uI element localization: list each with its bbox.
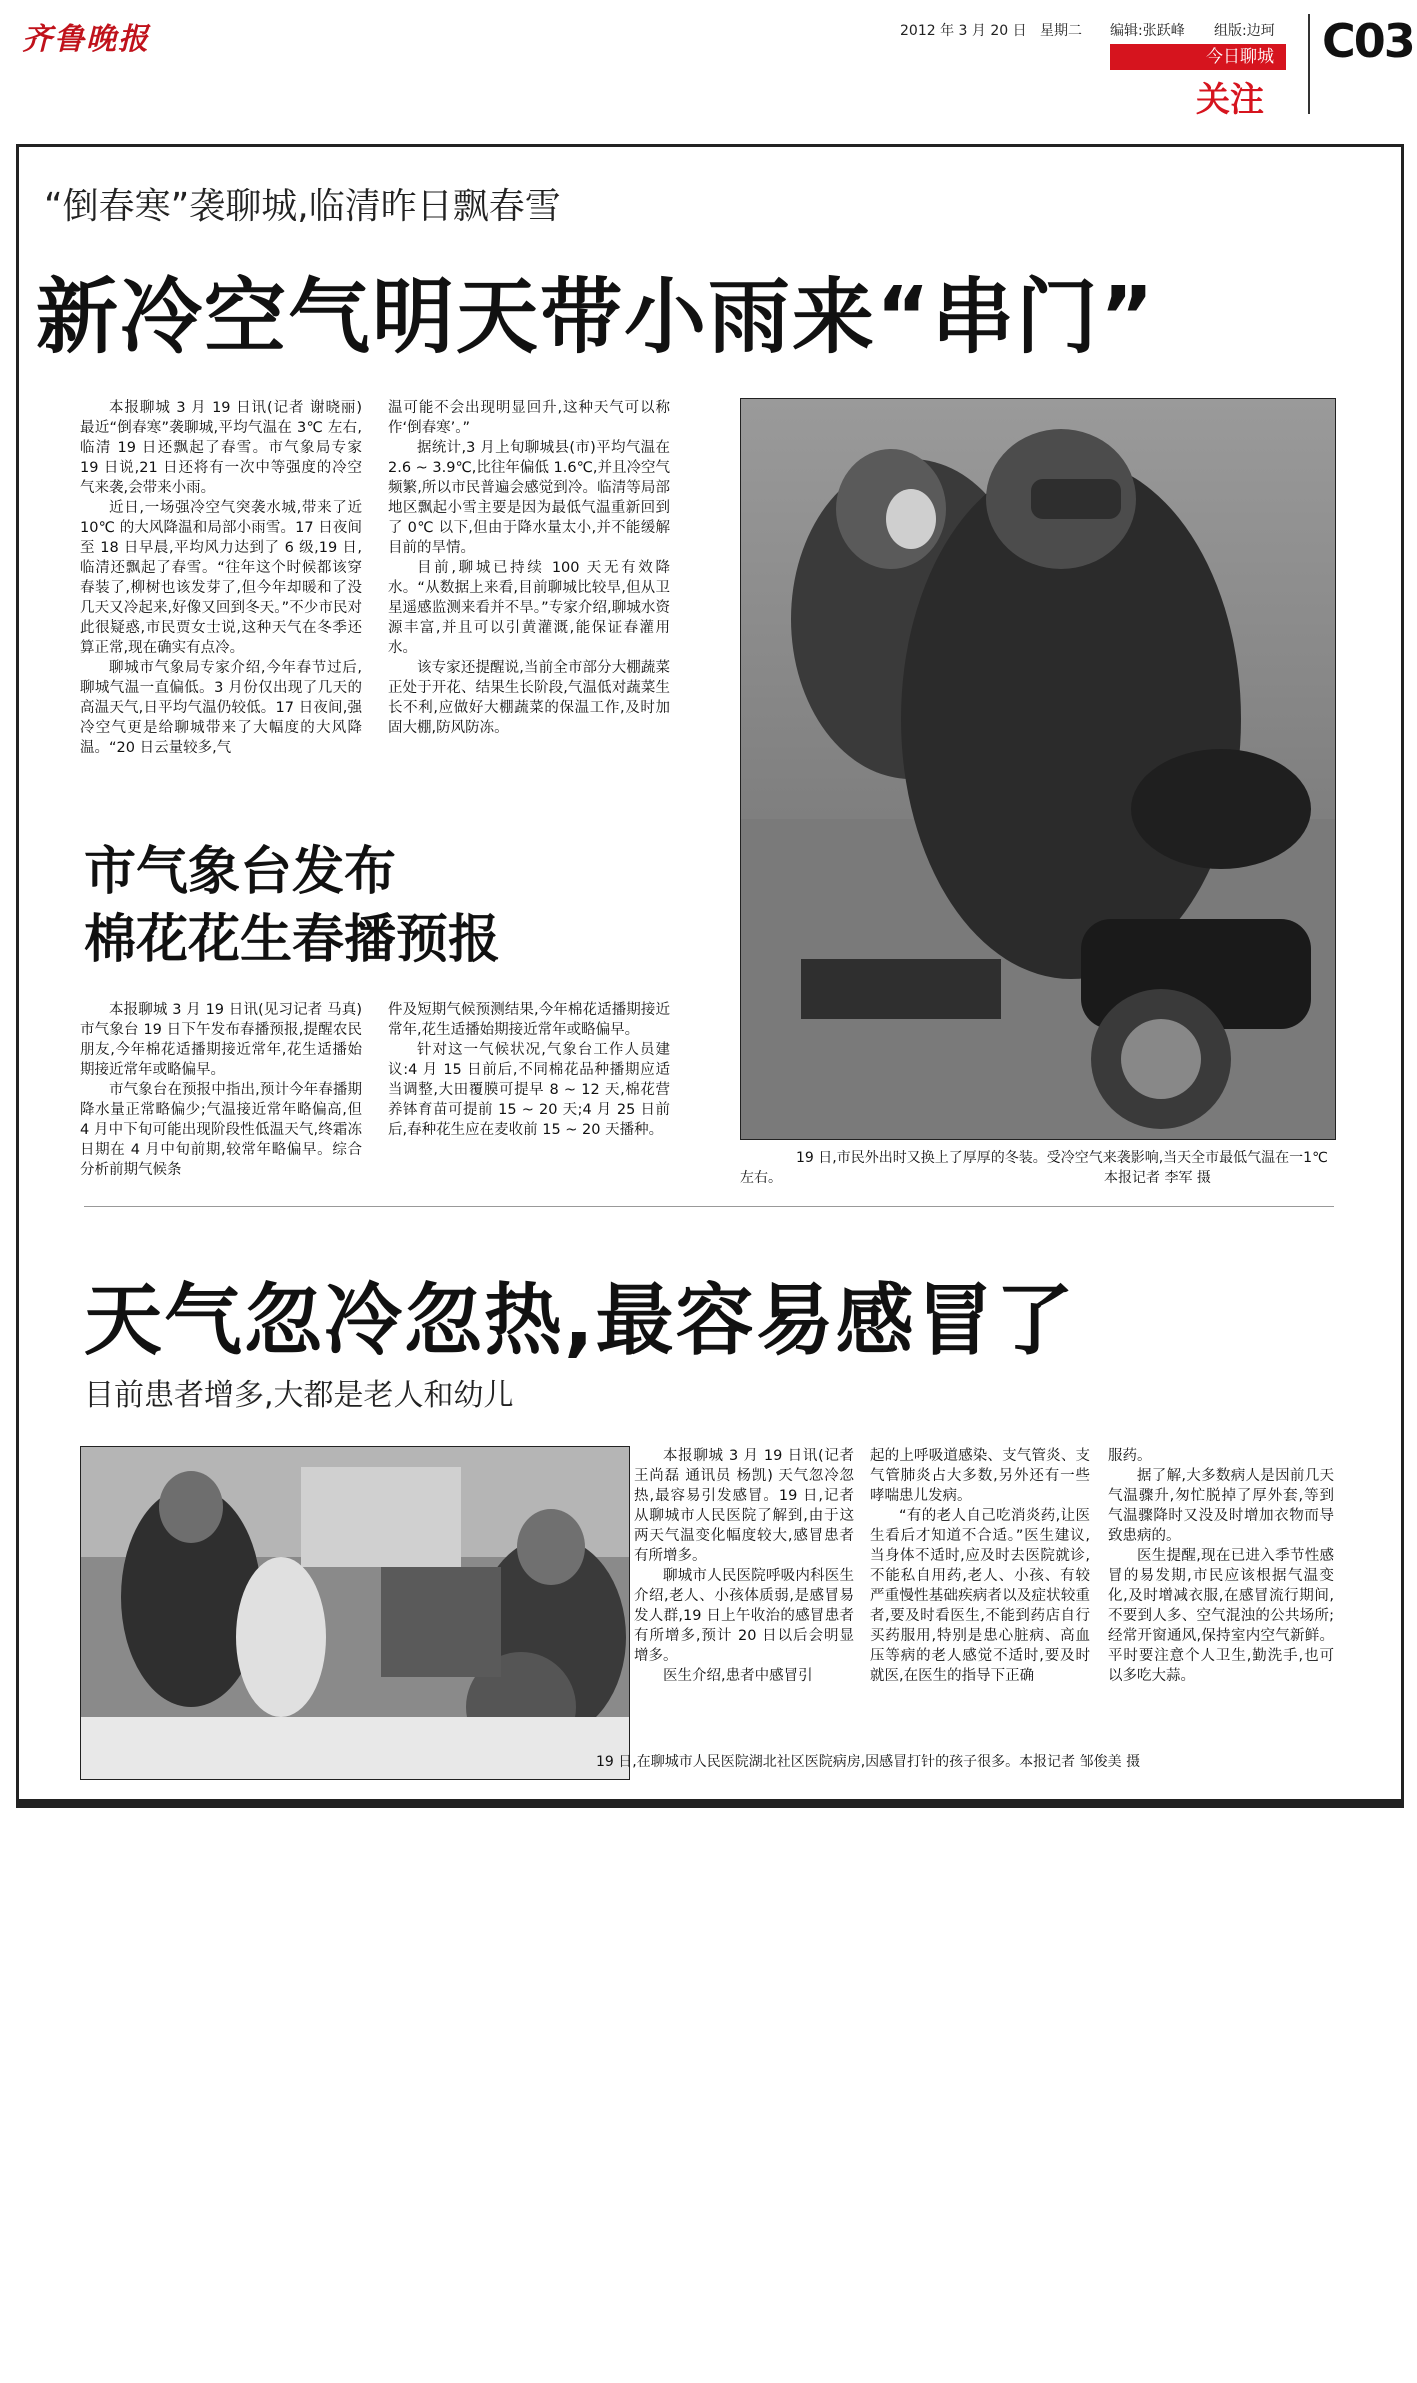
paragraph: 聊城市人民医院呼吸内科医生介绍,老人、小孩体质弱,是感冒易发人群,19 日上午收治的感冒患者有所增多,预计 20 日以后会明显增多。: [634, 1568, 854, 1664]
editor-credit: 编辑:张跃峰: [1110, 23, 1185, 39]
paragraph: “有的老人自己吃消炎药,让医生看后才知道不合适。”医生建议,当身体不适时,应及时去医院就诊,不能私自用药,老人、小孩、有较严重慢性基础疾病者以及症状较重者,要及时看医生,不能到药店自行买药服用,特别是患心脏病、高血压等病的老人感觉不适时,要及时就医,在医生的指导下正确: [870, 1508, 1090, 1684]
layout-credit: 组版:边珂: [1214, 23, 1275, 39]
paragraph: 件及短期气候预测结果,今年棉花适播期接近常年,花生适播始期接近常年或略偏早。: [388, 1002, 670, 1038]
article2-headline-line-1: 市气象台发布: [84, 842, 397, 902]
paragraph: 起的上呼吸道感染、支气管炎、支气管肺炎占大多数,另外还有一些哮喘患儿发病。: [870, 1448, 1090, 1504]
paragraph: 据统计,3 月上旬聊城县(市)平均气温在 2.6 ~ 3.9℃,比往年偏低 1.6℃,并且冷空气频繁,所以市民普遍会感觉到冷。临清等局部地区飘起小雪主要是因为最低气温重新回到了 0℃ 以下,但由于降水量太小,并不能缓解目前的旱情。: [388, 440, 670, 556]
article3-headline: 天气忽冷忽热,最容易感冒了: [84, 1276, 1076, 1366]
article1-kicker: “倒春寒”袭聊城,临清昨日飘春雪: [44, 186, 561, 227]
paragraph: 温可能不会出现明显回升,这种天气可以称作‘倒春寒’。”: [388, 400, 670, 436]
article1-headline: 新冷空气明天带小雨来“串门”: [36, 270, 1156, 365]
column-title: 关注: [1196, 80, 1264, 120]
article1-column-1: [80, 398, 362, 758]
masthead-logo: 齐鲁晚报: [22, 22, 150, 57]
paragraph: 针对这一气候状况,气象台工作人员建议:4 月 15 日前后,不同棉花品种播期应适当调整,大田覆膜可提早 8 ~ 12 天,棉花营养钵育苗可提前 15 ~ 20 天;4 月 25 日前后,春种花生应在麦收前 15 ~ 20 天播种。: [388, 1042, 670, 1138]
paragraph: 本报聊城 3 月 19 日讯(记者 谢晓丽) 最近“倒春寒”袭聊城,平均气温在 3℃ 左右,临清 19 日还飘起了春雪。市气象局专家 19 日说,21 日还将有一次中等强度的冷空气来袭,会带来小雨。: [80, 400, 362, 496]
paragraph: 近日,一场强冷空气突袭水城,带来了近 10℃ 的大风降温和局部小雨雪。17 日夜间至 18 日早晨,平均风力达到了 6 级,19 日,临清还飘起了春雪。“往年这个时候都该穿春装了,柳树也该发芽了,但今年却暖和了没几天又冷起来,好像又回到冬天。”不少市民对此很疑惑,市民贾女士说,这种天气在冬季还算正常,现在确实有点冷。: [80, 500, 362, 656]
article3-photo-caption: 19 日,在聊城市人民医院湖北社区医院病房,因感冒打针的孩子很多。本报记者 邹俊美 摄: [596, 1754, 1141, 1770]
article3-deck: 目前患者增多,大都是老人和幼儿: [84, 1378, 514, 1413]
issue-date: 2012 年 3 月 20 日: [900, 23, 1027, 39]
paragraph: 本报聊城 3 月 19 日讯(见习记者 马真) 市气象台 19 日下午发布春播预报,提醒农民朋友,今年棉花适播期接近常年,花生适播始期接近常年或略偏早。: [80, 1002, 362, 1078]
article1-column-2: [388, 398, 670, 738]
paragraph: 医生提醒,现在已进入季节性感冒的易发期,市民应该根据气温变化,及时增减衣服,在感冒流行期间,不要到人多、空气混浊的公共场所;经常开窗通风,保持室内空气新鲜。平时要注意个人卫生,勤洗手,也可以多吃大蒜。: [1108, 1548, 1334, 1684]
article3-column-3: [1108, 1446, 1334, 1686]
paragraph: 据了解,大多数病人是因前几天气温骤升,匆忙脱掉了厚外套,等到气温骤降时又没及时增加衣物而导致患病的。: [1108, 1468, 1334, 1544]
hospital-ward-image: [81, 1447, 629, 1779]
section-separator: [84, 1206, 1334, 1207]
article3-photo: [80, 1446, 630, 1780]
article2-column-1: [80, 1000, 362, 1180]
paragraph: 本报聊城 3 月 19 日讯(记者 王尚磊 通讯员 杨凯) 天气忽冷忽热,最容易引发感冒。19 日,记者从聊城市人民医院了解到,由于这两天气温变化幅度较大,感冒患者有所增多。: [634, 1448, 854, 1564]
paragraph: 服药。: [1108, 1448, 1152, 1464]
article3-column-2: [870, 1446, 1090, 1686]
section-banner: 今日聊城: [1110, 44, 1286, 70]
bottom-rule: [16, 1802, 1404, 1808]
issue-weekday: 星期二: [1040, 23, 1082, 39]
paragraph: 该专家还提醒说,当前全市部分大棚蔬菜正处于开花、结果生长阶段,气温低对蔬菜生长不利,应做好大棚蔬菜的保温工作,及时加固大棚,防风防冻。: [388, 660, 670, 736]
article1-photo: [740, 398, 1336, 1140]
article1-photo-caption: 19 日,市民外出时又换上了厚厚的冬装。受冷空气来袭影响,当天全市最低气温在一1℃ 左右。: [740, 1150, 1328, 1186]
paragraph: 医生介绍,患者中感冒引: [663, 1668, 813, 1684]
article2-column-2: [388, 1000, 670, 1140]
article1-photo-credit: 本报记者 李军 摄: [1104, 1170, 1211, 1186]
header-divider: [1308, 14, 1310, 114]
motorcycle-riders-image: [741, 399, 1335, 1139]
paragraph: 目前,聊城已持续 100 天无有效降水。“从数据上来看,目前聊城比较旱,但从卫星遥感监测来看并不旱。”专家介绍,聊城水资源丰富,并且可以引黄灌溉,能保证春灌用水。: [388, 560, 670, 656]
page-number: C03: [1322, 14, 1414, 68]
paragraph: 聊城市气象局专家介绍,今年春节过后,聊城气温一直偏低。3 月份仅出现了几天的高温天气,日平均气温仍较低。17 日夜间,强冷空气更是给聊城带来了大幅度的大风降温。“20 日云量较多,气: [80, 660, 362, 756]
article2-headline-line-2: 棉花花生春播预报: [84, 910, 501, 970]
article3-column-1: [634, 1446, 854, 1686]
paragraph: 市气象台在预报中指出,预计今年春播期降水量正常略偏少;气温接近常年略偏高,但 4 月中下旬可能出现阶段性低温天气,终霜冻日期在 4 月中旬前期,较常年略偏早。综合分析前期气候条: [80, 1082, 362, 1178]
